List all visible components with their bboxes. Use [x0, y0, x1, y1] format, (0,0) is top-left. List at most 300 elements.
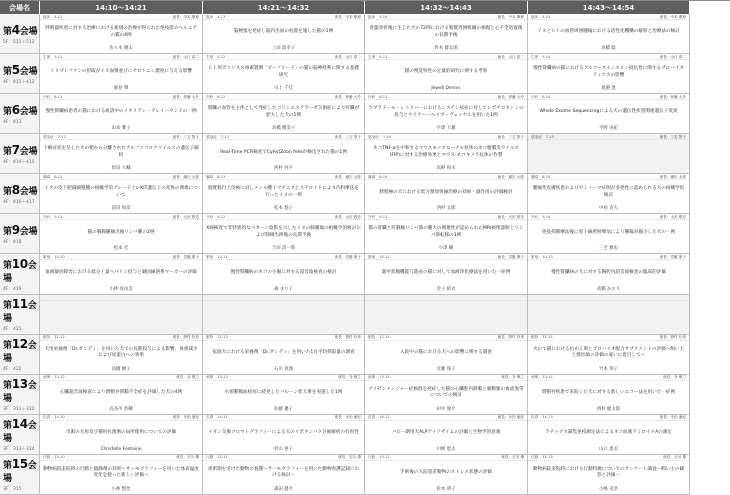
session-cell [40, 174, 203, 214]
session-code: 4-12 [54, 14, 63, 19]
session-title-text: ラブラドール・レトリバーにおけるシスチン尿症に対してレボチロキシンの投与とウイナー・ヘイブ・ヴェッセルを用いた1例 [368, 106, 524, 118]
session-chair: 座長：宮脇 康子 [334, 254, 361, 259]
session-chair: 座長：細川 太郎 [497, 174, 524, 179]
session-presenter: 佐々木 優太 [109, 46, 133, 52]
room-floor: 4F：421 [3, 326, 22, 332]
session-title [365, 60, 527, 82]
session-cell [40, 254, 203, 294]
session-cell [203, 214, 365, 254]
session-title-text: Whole Exome Sequencingによる犬の遺伝性疾患関連遺伝子変異 [539, 109, 678, 115]
session-title-text: 腫瘍性皮膚疾患およびセミノーマ症例が多発性に認められる犬の組織学的検討 [532, 186, 685, 198]
session-cell [528, 295, 690, 335]
room-number: 12 [11, 336, 28, 351]
session-category: 腫瘍 [206, 174, 214, 179]
session-code: 7-14 [382, 134, 391, 139]
session-presenter: 小嶋 史浩 [599, 486, 618, 492]
session-presenter: 西村 亮平 [274, 166, 293, 172]
room-prefix: 第 [3, 186, 12, 197]
session-code: 15-13 [542, 455, 553, 460]
room-floor: 3F：313＋314 [3, 446, 35, 452]
session-category: 行動 [43, 455, 51, 460]
session-title-text: 市販の犬用及び猫用抗菌剤の局所使用についての評価 [65, 430, 177, 436]
session-code: 10-13 [542, 254, 553, 259]
session-title [203, 20, 364, 42]
session-title [365, 20, 527, 42]
session-category: 行動 [206, 455, 214, 460]
session-chair: 座長：石川 優 [501, 455, 524, 460]
header-room: 会場名 [0, 1, 40, 14]
session-title [365, 140, 527, 162]
room-suffix: 会場 [3, 460, 37, 484]
session-cell [203, 415, 365, 455]
session-code: 7-13 [220, 134, 229, 139]
session-code: 5-12 [217, 54, 226, 59]
session-category: 感染症 [206, 134, 217, 139]
session-title [203, 260, 364, 282]
session-code: 10-10 [54, 254, 65, 259]
session-code: 12-12 [54, 335, 65, 340]
session-code: 6-12 [217, 94, 226, 99]
session-title [528, 260, 689, 282]
session-title [203, 220, 364, 242]
session-cell [40, 94, 203, 134]
session-category: 臨床 [531, 14, 539, 19]
room-label [0, 335, 40, 375]
session-title-text: 動物病院来院時における行動特徴についてのアンケート調査～飼い主の観察と評価～ [532, 466, 685, 479]
session-cell [40, 134, 203, 174]
session-cell [40, 335, 203, 375]
session-presenter: 鈴木 明子 [436, 486, 456, 492]
session-code: 5-14 [542, 54, 551, 59]
room-label [0, 14, 40, 54]
session-category: 臨床 [368, 14, 376, 19]
session-category: 皮膚 [43, 415, 51, 420]
session-title [365, 421, 527, 443]
session-cell [528, 375, 690, 415]
session-presenter: 高橋 かおり [596, 286, 621, 292]
session-title [528, 461, 689, 483]
session-code: 13-13 [217, 375, 228, 380]
session-title [203, 301, 364, 323]
session-cell [40, 214, 203, 254]
session-cell [40, 54, 203, 94]
session-title [40, 260, 202, 282]
session-category: 感染症 [43, 134, 54, 139]
session-cell [365, 54, 528, 94]
session-chair: 座長：永田 亜紀 [334, 415, 361, 420]
session-cell [365, 14, 528, 54]
session-title-text: 下痢症状を呈した犬の便から分離されたアルファコロナウイルスの遺伝子解析 [43, 146, 199, 158]
room-floor: 5F：511＋512 [3, 39, 35, 45]
session-cell [365, 254, 528, 294]
session-chair: 座長：中本 康和 [172, 14, 199, 19]
room-prefix: 第 [3, 26, 12, 37]
session-cell [528, 254, 690, 294]
session-presenter: 平野 由紀 [599, 126, 618, 132]
session-presenter: 小澤 剛 [438, 246, 454, 252]
session-code: 9-11 [54, 214, 63, 219]
session-presenter: 森 まり子 [274, 286, 293, 292]
session-title [528, 341, 689, 363]
session-title [365, 260, 527, 282]
session-chair: 座長：野村 好美 [172, 335, 199, 340]
header-slot-1: 14:10～14:21 [40, 1, 203, 14]
room-floor: 3F：311＋312 [3, 406, 35, 412]
session-code: 8-13 [217, 174, 226, 179]
session-chair: 座長：野村 好美 [659, 335, 686, 340]
session-title-text: 膀胱移行上皮癌に対しメシル酸イマチニブとステロイドにより内科療法を行ったイヌの一例 [207, 186, 360, 198]
session-title-text: 猫の胸腺腫摘出後リンパ腫の2例 [87, 229, 155, 235]
session-title-text: トリプトファンの摂取がイヌ血漿並びにセロトニン濃度に与える影響 [50, 69, 192, 75]
session-chair: 座長：細川 太郎 [659, 174, 686, 179]
room-prefix: 第 [3, 340, 12, 351]
session-code: 9-12 [217, 214, 226, 219]
session-category: 画像 [43, 375, 51, 380]
room-prefix: 第 [3, 420, 12, 431]
session-chair: 座長：永田 亜紀 [172, 415, 199, 420]
session-code: 13-15 [542, 375, 553, 380]
session-presenter: 松本 光 [113, 246, 129, 252]
session-title-text: 右頸動脈血栓症に続発したバルーン拡大術を実施した1例 [224, 390, 343, 395]
session-chair: 座長：石川 優 [338, 455, 361, 460]
session-category: 内科 [368, 94, 376, 99]
room-name [3, 103, 39, 117]
session-category: 画像 [206, 375, 214, 380]
session-presenter: Christelle Fontaine [100, 446, 142, 452]
session-category: 動物 [206, 335, 214, 340]
room-floor: 4F：422 [3, 366, 22, 372]
session-chair: 座長：伊藤 大介 [334, 94, 361, 99]
session-presenter: 渡邉 恵 [601, 86, 616, 92]
session-chair: 座長：中本 康和 [659, 14, 686, 19]
session-title-text: 慢性腎臓病患者の猫における血清中のイタリアン・グレイハウンドの一例 [45, 109, 197, 115]
session-presenter: 石川 真理 [274, 366, 293, 372]
session-presenter: 小林 賢治 [111, 486, 131, 492]
session-cell [203, 14, 365, 54]
session-category: 画像 [368, 375, 376, 380]
session-presenter: 佐藤 優子 [274, 406, 293, 412]
session-category: 腫瘍 [368, 174, 376, 179]
room-name [3, 297, 39, 324]
session-code: 7-12 [57, 134, 66, 139]
room-suffix: 会場 [19, 106, 38, 117]
room-label [0, 455, 40, 495]
session-category: 生理 [43, 54, 51, 59]
session-code: 8-14 [379, 174, 388, 179]
session-presenter: 金子 結衣 [436, 286, 456, 292]
session-title [365, 180, 527, 202]
session-code: 5-11 [54, 54, 63, 59]
room-name [3, 257, 39, 284]
room-number: 13 [11, 376, 28, 391]
session-title [40, 381, 202, 403]
session-cell [203, 174, 365, 214]
session-category: 感染症 [531, 134, 542, 139]
room-name [3, 183, 39, 197]
session-category: 外科 [43, 214, 51, 219]
room-floor: 3F：315 [3, 486, 22, 492]
room-floor: 4F：419 [3, 286, 22, 292]
room-number: 8 [11, 182, 20, 197]
session-title-text: ヒト用ボツリヌス毒素製剤「ビーフリード」の猫の脳神経系に関する基礎研究 [208, 66, 359, 78]
session-title [40, 341, 202, 363]
session-title [365, 100, 527, 122]
session-chair: 座長：野村 好美 [497, 335, 524, 340]
session-cell [528, 14, 690, 54]
session-code: 14-13 [542, 415, 553, 420]
session-presenter: 田中 俊介 [436, 406, 456, 412]
room-label [0, 415, 40, 455]
session-title [40, 60, 202, 82]
session-cell [528, 134, 690, 174]
session-presenter: 長谷川 浩輔 [109, 406, 133, 412]
session-title [40, 100, 202, 122]
session-code: 15-10 [54, 455, 65, 460]
session-code: 10-12 [379, 254, 390, 259]
session-title [203, 381, 364, 403]
room-number: 5 [11, 62, 20, 77]
session-title [528, 421, 689, 443]
session-code: 8-12 [54, 174, 63, 179]
session-title [203, 60, 364, 82]
room-prefix: 第 [3, 260, 12, 271]
session-presenter: Jewell Dennis [431, 86, 461, 92]
room-number: 4 [11, 22, 20, 37]
session-chair: 座長：大田 敦史 [334, 214, 361, 219]
session-code: 4-13 [217, 14, 226, 19]
session-cell [528, 335, 690, 375]
session-chair: 座長：三宅 智子 [172, 134, 199, 139]
room-suffix: 会場 [19, 26, 38, 37]
session-title [528, 20, 689, 42]
session-title-text: 血液凝固障害における低分子量ヘパリン投与と凝固線溶系マーカーの評価 [45, 269, 197, 275]
session-category: 動物 [531, 335, 539, 340]
session-title-text: 犬のて猫における抗がん剤とプロバイオ配合サプリメントの評価～飼い主と獣医師の評価の違いに着目して～ [532, 346, 685, 359]
room-name [3, 457, 39, 484]
session-chair: 座長：中本 康和 [497, 14, 524, 19]
session-chair: 座長：細川 太郎 [172, 174, 199, 179]
session-cell [528, 214, 690, 254]
session-code: 9-13 [379, 214, 388, 219]
session-category: 生理 [206, 54, 214, 59]
session-presenter: 森田 健介 [274, 486, 293, 492]
session-presenter: 近藤 保子 [436, 366, 456, 372]
session-chair: 座長：中本 康和 [334, 14, 361, 19]
session-chair: 座長：谷 保之 [176, 375, 199, 380]
session-cell [528, 94, 690, 134]
session-code: 4-14 [379, 14, 388, 19]
session-category: 動物 [368, 335, 376, 340]
session-title-text: 僧帽弁疾患で来院した犬に対する新しいエコー法を用いた一症例 [541, 390, 676, 395]
session-code: 8-15 [542, 174, 551, 179]
session-chair: 座長：宮脇 康子 [172, 254, 199, 259]
session-presenter: 西村 太郎 [436, 206, 456, 212]
session-presenter: 高橋 順子 [111, 366, 131, 372]
room-suffix: 会場 [19, 226, 38, 237]
room-suffix: 会場 [19, 66, 38, 77]
session-title [365, 461, 527, 483]
session-code: 6-11 [54, 94, 63, 99]
session-chair: 座長：大田 敦史 [659, 214, 686, 219]
session-title-text: 入院中の猫における犬への影響に関する調査 [400, 349, 492, 355]
room-number: 14 [11, 416, 28, 431]
session-chair: 座長：宮脇 康子 [659, 254, 686, 259]
session-title-text: 犬用栄養剤「Dr.ダンディ」を用いた犬での長期投与による影響、体重減少および尿蛋白への効果 [44, 346, 198, 359]
room-number: 9 [11, 222, 20, 237]
session-category: 臨床 [43, 14, 51, 19]
session-cell [365, 455, 528, 495]
session-title [528, 220, 689, 242]
session-code: 4-15 [542, 14, 551, 19]
session-title-text: 心臓超音波検査により僧帽弁閉鎖不全症を評価した犬の4例 [59, 390, 183, 395]
room-suffix: 会場 [19, 146, 38, 157]
session-title [40, 180, 202, 202]
session-chair: 座長：谷 保之 [663, 375, 686, 380]
session-cell [203, 54, 365, 94]
session-chair: 座長：山口 浩二 [497, 54, 524, 59]
session-chair: 座長：三宅 智子 [659, 134, 686, 139]
session-presenter: 原田 大輔 [111, 166, 131, 172]
session-presenter: 三宅 雅史 [599, 246, 618, 252]
session-category: 臨床 [206, 14, 214, 19]
room-prefix: 第 [3, 300, 12, 311]
session-cell [528, 174, 690, 214]
session-title-text: イヌとヒトの血管周囲腫瘍における活性化機構の解析と治療法の検討 [537, 29, 680, 35]
session-presenter: 松本 悠子 [274, 206, 293, 212]
session-title-text: 副甲状腺機能亢進症の猫に対して血液浄化療法を用いた一症例 [381, 269, 511, 275]
session-title [528, 301, 689, 323]
session-presenter: 村山 亜子 [274, 446, 293, 452]
session-category: 繁殖 [368, 254, 376, 259]
session-cell [365, 375, 528, 415]
room-suffix: 会場 [3, 300, 37, 324]
session-title-text: 骨盤骨折後に生じた犬の72例における膀胱周囲組織の損傷と心不全処置後の長期予後 [369, 26, 523, 38]
session-category: 繁殖 [531, 254, 539, 259]
session-title-text: 慢性腎臓病のネコの小腸に対する超音波検査の検討 [230, 269, 337, 275]
session-code: 10-11 [217, 254, 228, 259]
session-category: 内科 [206, 94, 214, 99]
session-title-text: 手術後の入院患者動物のストレス状態の評価 [400, 470, 492, 476]
session-cell [203, 254, 365, 294]
session-cell [40, 415, 203, 455]
session-cell [365, 94, 528, 134]
session-category: 行動 [368, 455, 376, 460]
session-presenter: 吉田 清一郎 [271, 246, 296, 252]
room-suffix: 会場 [3, 380, 37, 404]
room-suffix: 会場 [3, 340, 37, 364]
room-prefix: 第 [3, 380, 12, 391]
session-presenter: 川崎 恵太 [436, 446, 456, 452]
header-slot-2: 14:21～14:32 [203, 1, 365, 14]
session-code: 14-12 [379, 415, 390, 420]
session-category: 内科 [43, 94, 51, 99]
session-code: 13-12 [54, 375, 65, 380]
session-category: 画像 [531, 375, 539, 380]
room-number: 11 [11, 296, 28, 311]
session-title-text: 周術期を受けた動物の看護～サーモグラフィーを用いた動物看護記録における検討～ [207, 466, 360, 479]
session-title [365, 301, 527, 323]
session-title [203, 180, 364, 202]
session-title-text: 慢性腎臓病の猫におけるグルコースインスリン抵抗性に関するプロバイオティクスの影響 [533, 66, 684, 78]
room-label [0, 214, 40, 254]
session-title [528, 180, 689, 202]
room-name [3, 377, 39, 404]
session-chair: 座長：伊藤 大介 [497, 94, 524, 99]
session-category: 動物 [43, 335, 51, 340]
session-presenter: 前田 和彦 [111, 206, 131, 212]
session-code: 5-13 [379, 54, 388, 59]
session-title-text: 家庭犬における栄養剤「Dr.ダンディ」を用いた1日平均摂取量の調査 [212, 349, 355, 355]
session-chair: 座長：山口 浩二 [334, 54, 361, 59]
session-title [40, 461, 202, 483]
room-suffix: 会場 [3, 420, 37, 444]
session-cell [365, 335, 528, 375]
session-cell [365, 214, 528, 254]
session-cell [528, 415, 690, 455]
session-title [40, 220, 202, 242]
session-chair: 座長：永田 亜紀 [659, 415, 686, 420]
room-number: 10 [11, 256, 28, 271]
session-chair: 座長：三宅 智子 [497, 134, 524, 139]
session-cell [40, 295, 203, 335]
session-cell [203, 94, 365, 134]
session-chair: 座長：谷 保之 [338, 375, 361, 380]
session-title [40, 140, 202, 162]
session-title-text: 免疫抑制療法後に電子線照射療法により腫瘍が縮小した犬の一例 [541, 229, 676, 235]
room-label [0, 94, 40, 134]
session-cell [365, 174, 528, 214]
session-presenter: 山口 恵美 [599, 446, 618, 452]
room-floor: 4F：413 [3, 119, 22, 125]
session-code: 12-15 [542, 335, 553, 340]
room-label [0, 54, 40, 94]
session-presenter: 川上 千佳 [274, 86, 293, 92]
session-category: 皮膚 [368, 415, 376, 420]
session-category: 皮膚 [206, 415, 214, 420]
session-chair: 座長：大田 敦史 [497, 214, 524, 219]
session-title-text: 動物病院来院時の行動と鎮静剤の効果～サーモグラフィーを用いた体表温度変化を使った新しい評価～ [43, 466, 199, 479]
session-title [528, 60, 689, 82]
session-code: 13-14 [379, 375, 390, 380]
session-chair: 座長：谷 保之 [501, 375, 524, 380]
session-chair: 座長：野村 好美 [334, 335, 361, 340]
session-chair: 座長：石川 優 [176, 455, 199, 460]
session-title-text: イオン交換クロマトグラフィーによる犬のリポタンパク分画解析の有用性 [208, 430, 359, 436]
session-title-text: アイゼンメンジャー症候群を発症した猫の心臓腔内静脈と肺動脈の血流異常についての検討 [368, 386, 524, 399]
session-chair: 座長：山口 浩二 [172, 54, 199, 59]
session-title-text: 呼吸器疾患に対する治療における新規の治療が得られた免疫能のヘルニアの猫の4例 [45, 26, 197, 38]
session-code: 15-11 [217, 455, 228, 460]
room-prefix: 第 [3, 146, 12, 157]
session-title [528, 381, 689, 403]
session-code: 7-15 [545, 134, 554, 139]
session-code: 12-14 [379, 335, 390, 340]
room-name [3, 337, 39, 364]
session-code: 6-13 [379, 94, 388, 99]
session-title [528, 140, 689, 162]
room-label [0, 254, 40, 294]
room-floor: 4F：416＋417 [3, 199, 35, 205]
session-cell [203, 335, 365, 375]
room-prefix: 第 [3, 460, 12, 471]
session-cell [365, 295, 528, 335]
session-chair: 座長：伊藤 大介 [659, 94, 686, 99]
session-cell [40, 455, 203, 495]
session-cell [365, 415, 528, 455]
session-presenter: 高橋 聡 [601, 46, 616, 52]
session-cell [528, 455, 690, 495]
session-title [40, 421, 202, 443]
